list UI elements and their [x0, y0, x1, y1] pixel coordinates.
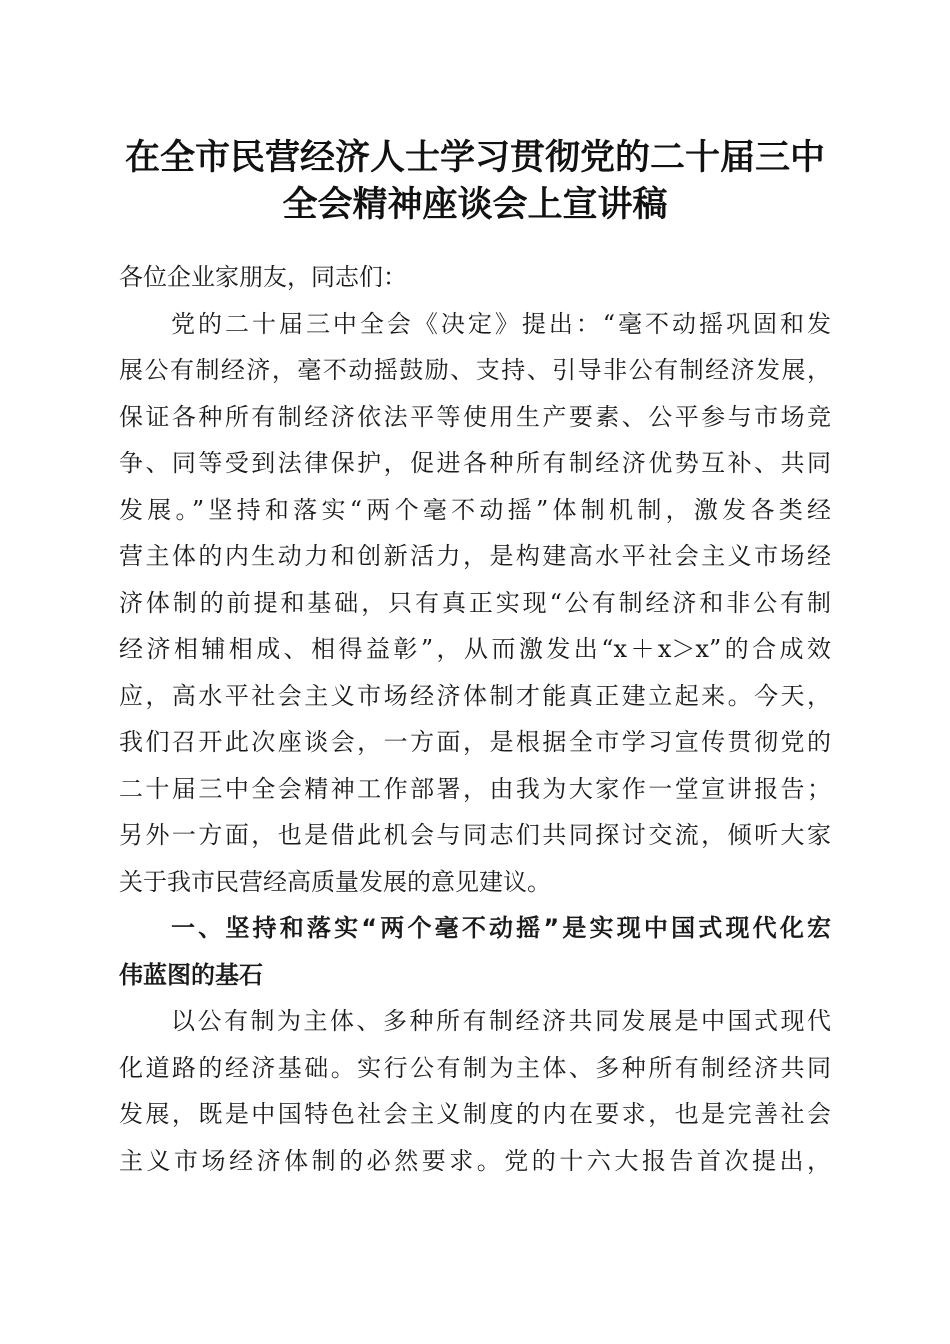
paragraph-2-line: 主义市场经济体制的必然要求。党的十六大报告首次提出，	[119, 1146, 831, 1175]
paragraph-1-line: 我们召开此次座谈会，一方面，是根据全市学习宣传贯彻党的	[119, 728, 831, 756]
paragraph-1-line: 发展。”坚持和落实“两个毫不动摇”体制机制，激发各类经	[119, 495, 831, 524]
paragraph-1-line: 关于我市民营经高质量发展的意见建议。	[119, 867, 551, 896]
paragraph-1-line: 另外一方面，也是借此机会与同志们共同探讨交流，倾听大家	[119, 821, 831, 849]
document-body	[119, 254, 831, 1184]
paragraph-1-line: 二十届三中全会精神工作部署，由我为大家作一堂宣讲报告；	[119, 774, 831, 803]
document-title	[100, 134, 850, 228]
paragraph-1-line: 经济相辅相成、相得益彰”，从而激发出“x＋x＞x”的合成效	[119, 635, 831, 663]
paragraph-1-line: 应，高水平社会主义市场经济体制才能真正建立起来。今天，	[119, 681, 831, 710]
title-line: 在全市民营经济人士学习贯彻党的二十届三中	[124, 137, 825, 178]
paragraph-1-line: 济体制的前提和基础，只有真正实现“公有制经济和非公有制	[119, 588, 831, 617]
salutation: 各位企业家朋友，同志们：	[119, 263, 407, 291]
paragraph-2-line: 发展，既是中国特色社会主义制度的内在要求，也是完善社会	[119, 1100, 831, 1128]
paragraph-2-line: 化道路的经济基础。实行公有制为主体、多种所有制经济共同	[119, 1053, 831, 1082]
title-line: 全会精神座谈会上宣讲稿	[282, 184, 668, 225]
section-heading-1-line: 一、坚持和落实“两个毫不动摇”是实现中国式现代化宏	[171, 914, 831, 942]
paragraph-1-line: 保证各种所有制经济依法平等使用生产要素、公平参与市场竞	[119, 402, 831, 431]
paragraph-1-line: 营主体的内生动力和创新活力，是构建高水平社会主义市场经	[119, 542, 831, 570]
paragraph-2-line: 以公有制为主体、多种所有制经济共同发展是中国式现代	[171, 1007, 831, 1035]
paragraph-1-line: 争、同等受到法律保护，促进各种所有制经济优势互补、共同	[119, 449, 831, 477]
section-heading-1-line: 伟蓝图的基石	[119, 960, 263, 989]
paragraph-1-line: 展公有制经济，毫不动摇鼓励、支持、引导非公有制经济发展，	[119, 356, 831, 384]
paragraph-1-line: 党的二十届三中全会《决定》提出：“毫不动摇巩固和发	[171, 309, 831, 338]
